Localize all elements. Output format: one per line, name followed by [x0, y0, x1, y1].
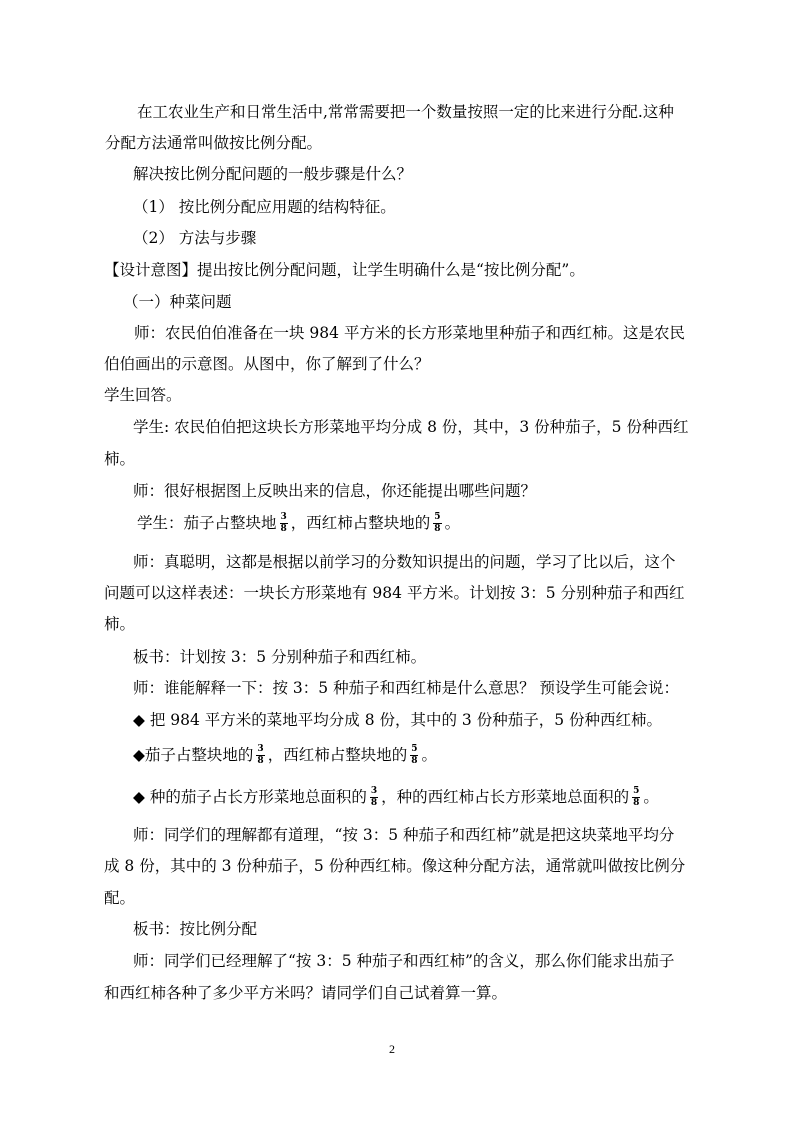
fraction-line — [133, 787, 659, 809]
fraction-line — [133, 745, 437, 767]
paragraph-line: 成 8 份，其中的 3 份种茄子，5 份种西红柿。像这种分配方法，通常就叫做按比例分 — [104, 857, 686, 875]
paragraph-line: 学生回答。 — [104, 386, 182, 404]
paragraph-line: 师：很好根据图上反映出来的信息，你还能提出哪些问题？ — [133, 482, 537, 500]
fraction-numerator: 3 — [280, 511, 287, 522]
text-segment: 。 — [444, 514, 461, 532]
paragraph-line: 和西红柿各种了多少平方米吗？请同学们自己试着算一算。 — [104, 984, 508, 1002]
fraction-three-eighths — [370, 787, 378, 808]
text-segment: ◆ 种的茄子占长方形菜地总面积的 — [133, 788, 367, 806]
fraction-denominator: 8 — [280, 523, 287, 534]
fraction-three-eighths — [256, 745, 264, 766]
text-segment: ，西红柿占整块地的 — [267, 746, 408, 764]
page-number: 2 — [389, 1042, 395, 1056]
paragraph-line: 师：谁能解释一下：按 3：5 种茄子和西红柿是什么意思？ 预设学生可能会说： — [133, 679, 680, 697]
fraction-numerator: 5 — [434, 511, 441, 522]
fraction-numerator: 3 — [257, 743, 264, 754]
bullet-item: ◆ 把 984 平方米的菜地平均分成 8 份，其中的 3 份种茄子，5 份种西红柿。 — [133, 711, 663, 729]
paragraph-line: 在工农业生产和日常生活中,常常需要把一个数量按照一定的比来进行分配.这种 — [137, 103, 674, 121]
text-segment: 。 — [421, 746, 437, 764]
fraction-five-eighths — [632, 787, 640, 808]
blackboard-line: 板书：计划按 3：5 分别种茄子和西红柿。 — [133, 648, 427, 666]
list-item: （1） 按比例分配应用题的结构特征。 — [133, 198, 396, 216]
fraction-denominator: 8 — [370, 797, 378, 808]
paragraph-line: 师：真聪明，这都是根据以前学习的分数知识提出的问题，学习了比以后，这个 — [133, 553, 676, 571]
fraction-denominator: 8 — [633, 797, 640, 808]
paragraph-line: 解决按比例分配问题的一般步骤是什么？ — [133, 165, 413, 183]
fraction-denominator: 8 — [257, 755, 264, 766]
text-segment: ，西红柿占整块地的 — [290, 514, 431, 532]
fraction-numerator: 3 — [370, 785, 378, 796]
text-segment: 。 — [643, 788, 659, 806]
blackboard-line: 板书：按比例分配 — [133, 920, 258, 938]
fraction-five-eighths — [410, 745, 418, 766]
paragraph-line: 配。 — [104, 889, 136, 907]
text-segment: 学生：茄子占整块地 — [137, 514, 277, 532]
fraction-three-eighths — [280, 513, 288, 534]
design-intent-line: 【设计意图】提出按比例分配问题，让学生明确什么是“按比例分配”。 — [104, 261, 585, 279]
paragraph-line: 学生: 农民伯伯把这块长方形菜地平均分成 8 份，其中，3 份种茄子，5 份种西红 — [133, 418, 689, 436]
text-segment: ，种的西红柿占长方形菜地总面积的 — [381, 788, 630, 806]
paragraph-line: 师：同学们的理解都有道理，“按 3：5 种茄子和西红柿”就是把这块菜地平均分 — [133, 826, 675, 844]
section-heading: （一）种菜问题 — [123, 293, 232, 311]
paragraph-line: 柿。 — [104, 450, 136, 468]
paragraph-line: 师：同学们已经理解了“按 3：5 种茄子和西红柿”的含义，那么你们能求出茄子 — [133, 952, 675, 970]
fraction-numerator: 5 — [411, 743, 418, 754]
paragraph-line: 师：农民伯伯准备在一块 984 平方米的长方形菜地里种茄子和西红柿。这是农民 — [134, 324, 685, 342]
fraction-five-eighths — [433, 513, 441, 534]
text-segment: ◆茄子占整块地的 — [133, 746, 254, 764]
paragraph-line: 伯伯画出的示意图。从图中，你了解到了什么？ — [104, 355, 430, 373]
fraction-denominator: 8 — [411, 755, 418, 766]
fraction-denominator: 8 — [434, 523, 441, 534]
paragraph-line: 分配方法通常叫做按比例分配。 — [105, 134, 323, 152]
paragraph-line: 问题可以这样表述：一块长方形菜地有 984 平方米。计划按 3：5 分别种茄子和西红 — [104, 584, 685, 602]
fraction-numerator: 5 — [633, 785, 640, 796]
paragraph-line: 柿。 — [104, 615, 136, 633]
list-item: （2） 方法与步骤 — [133, 229, 257, 247]
fraction-line — [137, 513, 460, 535]
